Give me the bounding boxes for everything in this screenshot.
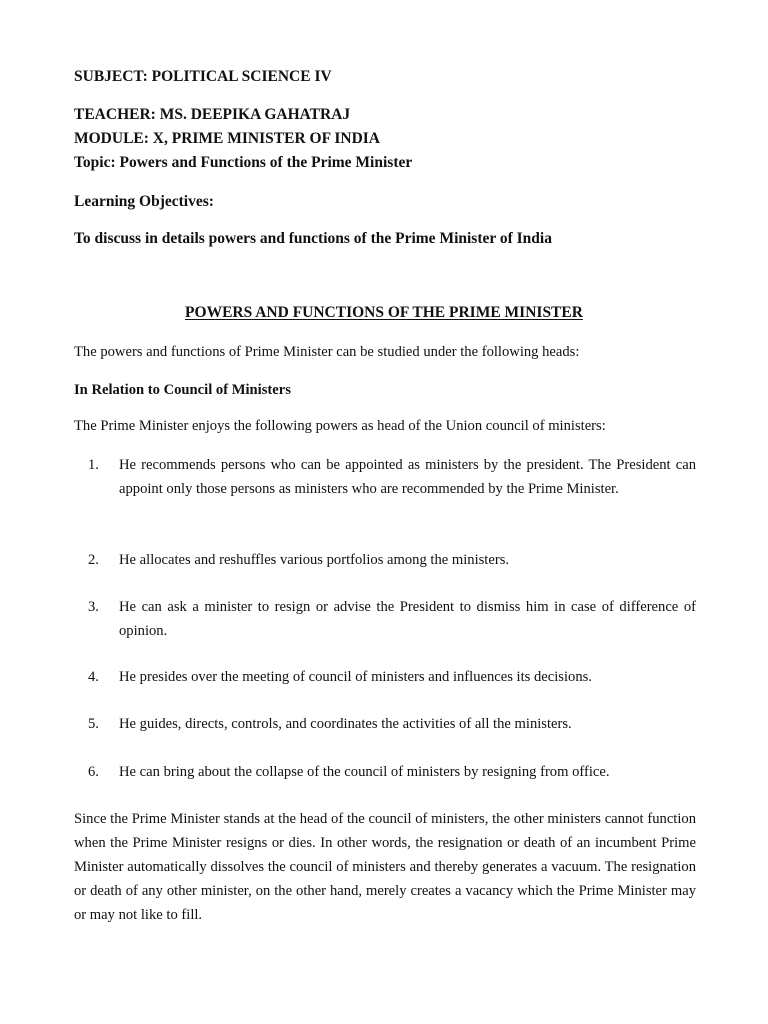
list-item-number: 1. <box>88 457 99 473</box>
teacher-line: TEACHER: MS. DEEPIKA GAHATRAJ <box>74 106 351 123</box>
learning-objective: To discuss in details powers and functions of the Prime Minister of India <box>74 230 552 247</box>
module-line: MODULE: X, PRIME MINISTER OF INDIA <box>74 130 380 147</box>
intro-paragraph: The powers and functions of Prime Minister can be studied under the following heads: <box>74 344 580 360</box>
list-item-number: 6. <box>88 764 99 780</box>
subheading: In Relation to Council of Ministers <box>74 382 291 398</box>
list-item-text: He guides, directs, controls, and coordinates the activities of all the ministers. <box>119 716 572 732</box>
topic-line: Topic: Powers and Functions of the Prime Minister <box>74 154 413 171</box>
list-item-number: 2. <box>88 552 99 568</box>
list-item-text: He can ask a minister to resign or advise the President to dismiss him in case of difference of opinion. <box>119 599 696 639</box>
closing-paragraph: Since the Prime Minister stands at the head of the council of ministers, the other ministers cannot function when the Prime Minister resigns or dies. In other words, the resignation or death of an incumbent Prime Minister automatically dissolves the council of ministers and thereby generates a vacuum. The resignation or death of any other minister, on the other hand, merely creates a vacancy which the Prime Minister may or may not like to fill. <box>74 811 696 923</box>
list-item-text: He presides over the meeting of council of ministers and influences its decisions. <box>119 669 592 685</box>
list-item-text: He recommends persons who can be appointed as ministers by the president. The President can appoint only those persons as ministers who are recommended by the Prime Minister. <box>119 457 696 497</box>
list-item-number: 4. <box>88 669 99 685</box>
list-item-number: 3. <box>88 599 99 615</box>
learning-objectives-label: Learning Objectives: <box>74 193 214 210</box>
section-title: POWERS AND FUNCTIONS OF THE PRIME MINISTER <box>185 304 583 321</box>
list-item-text: He can bring about the collapse of the council of ministers by resigning from office. <box>119 764 610 780</box>
lead-paragraph: The Prime Minister enjoys the following powers as head of the Union council of ministers: <box>74 418 606 434</box>
list-item-number: 5. <box>88 716 99 732</box>
subject-line: SUBJECT: POLITICAL SCIENCE IV <box>74 68 332 85</box>
list-item-text: He allocates and reshuffles various portfolios among the ministers. <box>119 552 510 568</box>
